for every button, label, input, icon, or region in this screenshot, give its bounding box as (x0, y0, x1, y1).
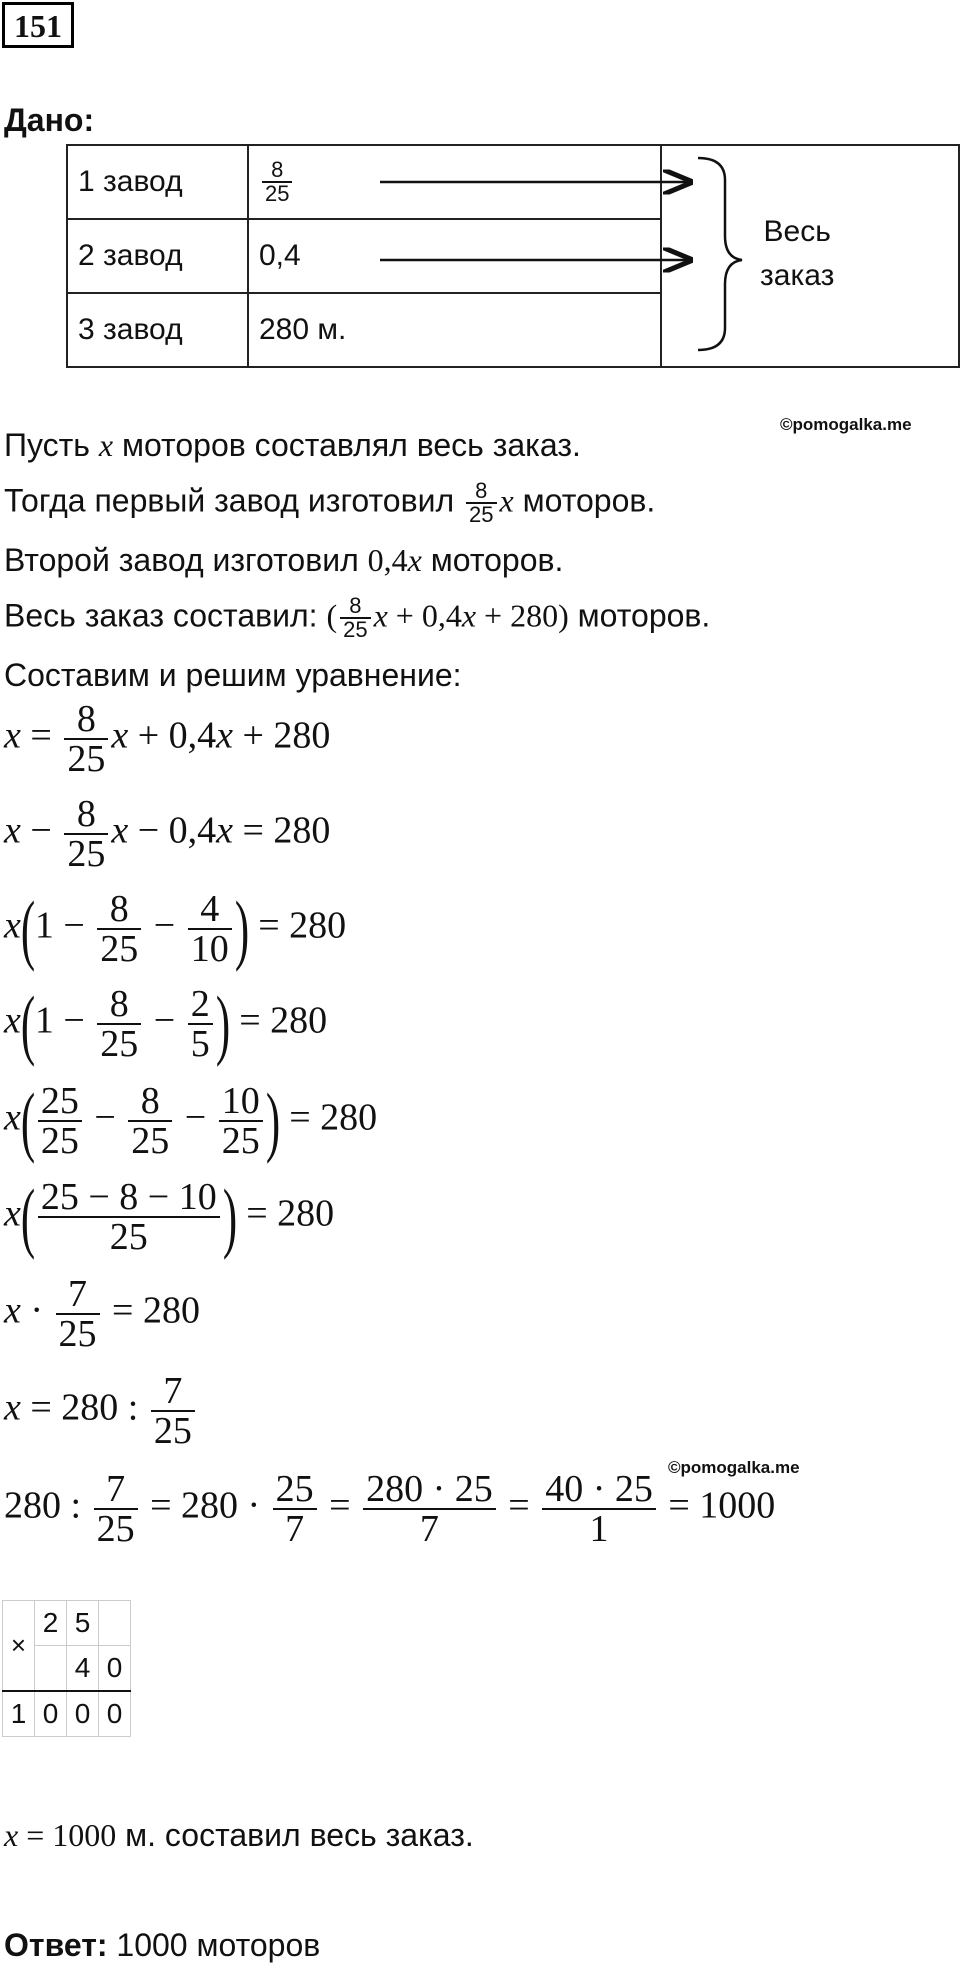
eq-3: x(1 − $\frac{8}{25}$ − $\frac{4}{10}$ ) = 280 (4, 885, 347, 972)
given-label: Дано: (4, 102, 95, 138)
grid-cell: 4 (67, 1646, 99, 1692)
grid-cell: 2 (35, 1601, 67, 1646)
line-4: Весь заказ составил: ( $\frac{8}{25}$ x + 0,4x + 280) моторов. (4, 593, 711, 642)
grid-cell: 0 (99, 1646, 131, 1692)
row3-value: 280 м. (248, 293, 661, 367)
grid-cell (99, 1601, 131, 1646)
arrows-brace (0, 0, 960, 380)
line-5: Составим и решим уравнение: (4, 657, 462, 693)
row3-name: 3 завод (67, 293, 248, 367)
grid-cell: 1 (3, 1691, 35, 1737)
row2-value: 0,4 (248, 219, 661, 293)
eq-9: 280 : $\frac{7}{25}$ = 280 · $\frac{25}{7}$ = $\frac{280 \cdot 25}{7}$ = $\frac{40 \cdot 25}{1}$ = 1000 (4, 1468, 776, 1550)
eq-2: x − $\frac{8}{25}$ x − 0,4x = 280 (4, 793, 331, 875)
grid-cell (35, 1646, 67, 1692)
watermark-1: ©pomogalka.me (780, 415, 912, 434)
line-2: Тогда первый завод изготовил $\frac{8}{25}$ x моторов. (4, 478, 656, 527)
grid-cell: 0 (35, 1691, 67, 1737)
line-3: Второй завод изготовил 0,4x моторов. (4, 542, 564, 578)
multiplication-grid (2, 1600, 131, 1737)
eq-1: x = $\frac{8}{25}$ x + 0,4x + 280 (4, 698, 331, 780)
grid-cell: 0 (67, 1691, 99, 1737)
grid-cell: 0 (99, 1691, 131, 1737)
total-label: Весь заказ (760, 215, 835, 292)
watermark-2: ©pomogalka.me (668, 1458, 800, 1477)
eq-8: x = 280 : $\frac{7}{25}$ (4, 1372, 198, 1450)
grid-cell: 5 (67, 1601, 99, 1646)
row2-name: 2 завод (67, 219, 248, 293)
line-1: Пусть x моторов составлял весь заказ. (4, 427, 581, 463)
row1-name: 1 завод (67, 145, 248, 219)
task-number: 151 (2, 2, 74, 48)
eq-4: x(1 − $\frac{8}{25}$ − $\frac{2}{5}$ ) = 280 (4, 980, 328, 1067)
times-sign: × (3, 1601, 35, 1692)
row1-value: $\frac{8}{25}$ (248, 145, 661, 219)
brace-icon (698, 158, 742, 350)
eq-6: x( $\frac{25 - 8 - 10}{25}$ ) = 280 (4, 1173, 335, 1260)
answer-line: Ответ: 1000 моторов (4, 1927, 321, 1963)
eq-7: x · $\frac{7}{25}$ = 280 (4, 1273, 200, 1355)
final-line: x = 1000 м. составил весь заказ. (4, 1817, 474, 1853)
eq-5: x( $\frac{25}{25}$ − $\frac{8}{25}$ − $\frac{10}{25}$ ) = 280 (4, 1077, 378, 1164)
